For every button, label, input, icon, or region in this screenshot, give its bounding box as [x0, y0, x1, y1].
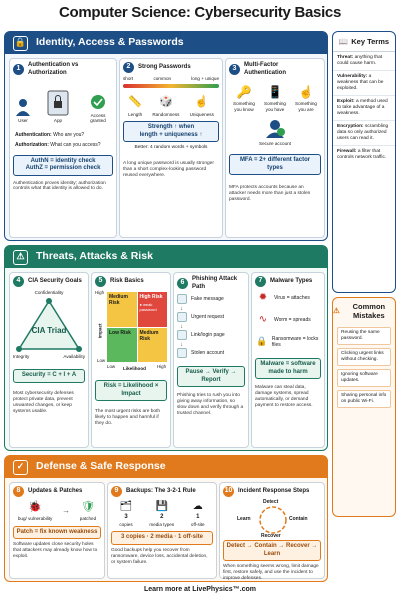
- bug-icon: 🐞: [28, 501, 42, 514]
- card-mfa: [225, 58, 325, 238]
- scale-common: common: [153, 76, 172, 81]
- scale-long: long + unique: [191, 76, 219, 81]
- cia-center-text: CIA Triad: [31, 325, 67, 335]
- card-number: 1: [13, 64, 24, 75]
- card-cia: [9, 272, 89, 448]
- summary-box: Patch = fix known weakness: [13, 526, 101, 540]
- padlock-icon: 🔒: [256, 336, 268, 347]
- icon-label: Uniqueness: [189, 111, 214, 117]
- page-title: Computer Science: Cybersecurity Basics: [58, 4, 342, 21]
- card-description: Phishing tries to rush you into giving away information, so slow down and verify through a trusted channel.: [177, 393, 244, 416]
- key-icon: 🔑: [236, 84, 252, 99]
- card-number: 4: [13, 276, 24, 287]
- term-item: [333, 121, 395, 146]
- mistake-item: Ignoring software updates.: [337, 369, 391, 387]
- term-item: [333, 52, 395, 71]
- risk-cell-label: High Risk: [139, 294, 163, 300]
- cycle-step: Recover: [261, 533, 281, 539]
- mistake-item: Sharing personal info on public Wi-Fi.: [337, 390, 391, 408]
- key-terms-title: Key Terms: [351, 36, 390, 46]
- term-def: anything that could cause harm.: [337, 55, 383, 66]
- drive-icon: 💾: [155, 500, 168, 512]
- term-def: a filter that controls network traffic.: [337, 148, 387, 160]
- box-line: length + uniqueness ↑: [139, 131, 203, 138]
- cycle-step: Learn: [237, 516, 251, 522]
- term-def: a weakness that can be exploited.: [337, 73, 384, 91]
- term-item: [333, 71, 395, 96]
- step-label: Link/login page: [191, 331, 225, 338]
- app-label: App: [53, 118, 63, 124]
- dice-icon: 🎲: [159, 95, 173, 108]
- box-line: Strength ↑ when: [147, 124, 195, 131]
- account-icon: [177, 348, 187, 358]
- warning-icon: ⚠: [333, 306, 340, 316]
- down-arrow-icon: ↓: [180, 324, 183, 330]
- weak-password-label: weak password: [139, 302, 157, 313]
- card-number: 10: [223, 486, 234, 497]
- section-title: Defense & Safe Response: [36, 460, 166, 473]
- card-title: Phishing Attack Path: [192, 276, 238, 290]
- card-number: 3: [229, 64, 240, 75]
- granted-label: Access granted: [90, 112, 106, 124]
- check-icon: [90, 94, 106, 110]
- card-backups: [107, 482, 217, 579]
- card-number: 5: [95, 276, 106, 287]
- user-icon: [15, 98, 31, 116]
- card-title: Malware Types: [270, 277, 313, 284]
- scale-short: short: [123, 76, 134, 81]
- card-number: 2: [123, 62, 134, 73]
- impact-axis-label: Impact: [97, 323, 103, 339]
- backup-label: media types: [149, 521, 175, 527]
- term-name: Firewall:: [337, 148, 357, 154]
- card-number: 9: [111, 486, 122, 497]
- patched-label: patched: [79, 516, 97, 521]
- box-line: AuthN = identity check: [30, 157, 96, 164]
- term-item: [333, 96, 395, 121]
- link-icon: [177, 330, 187, 340]
- card-authn-authz: [9, 58, 117, 238]
- box-line: Malware = software: [260, 361, 316, 367]
- cycle-step: Contain: [289, 516, 308, 522]
- card-number: 6: [177, 278, 188, 289]
- cycle-step: Detect: [263, 499, 279, 505]
- backup-number: 2: [160, 514, 164, 520]
- flow-step: [177, 330, 225, 340]
- down-arrow-icon: ↓: [180, 306, 183, 312]
- card-title: Strong Passwords: [138, 63, 191, 70]
- section-identity: [4, 31, 328, 241]
- factor-label: Something you have: [264, 101, 286, 112]
- backup-label: copies: [119, 521, 133, 527]
- term-name: Encryption:: [337, 123, 364, 129]
- card-description: The most urgent risks are both likely to happen and harmful if they do.: [95, 409, 161, 426]
- shield-check-icon: ✓: [13, 460, 28, 475]
- mistakes-header: [333, 298, 395, 324]
- summary-box: MFA = 2+ different factor types: [229, 154, 321, 175]
- likelihood-high: High: [157, 364, 167, 369]
- integrity-label: Integrity: [13, 353, 30, 359]
- worm-icon: ∿: [258, 313, 268, 325]
- malware-type: Worm = spreads: [274, 316, 311, 323]
- authn-q-text: Who are you?: [53, 132, 85, 138]
- card-title: Multi-Factor Authentication: [244, 62, 286, 76]
- fingerprint-icon: ☝: [194, 95, 209, 108]
- authz-q-label: Authorization:: [15, 142, 49, 149]
- card-title: Updates & Patches: [28, 487, 83, 494]
- user-label: User: [18, 118, 28, 124]
- app-lock-icon: [47, 90, 69, 116]
- backup-label: off-site: [190, 521, 205, 527]
- factor-label: Something you know: [233, 101, 255, 112]
- card-description: MFA protects accounts because an attacker needs more than just a stolen password.: [229, 185, 311, 203]
- virus-icon: ✹: [258, 291, 268, 303]
- malware-type: Ransomware = locks files: [271, 335, 319, 348]
- confidentiality-label: Confidentiality: [34, 290, 64, 295]
- card-number: 7: [255, 276, 266, 287]
- section-title: Identity, Access & Passwords: [36, 36, 184, 49]
- section-defense: [4, 455, 328, 582]
- footer-link[interactable]: Learn more at LivePhysics™.com: [143, 586, 257, 593]
- risk-matrix: [107, 292, 167, 362]
- impact-high: High: [95, 290, 105, 295]
- card-number: 8: [13, 486, 24, 497]
- term-def: scrambling data so only authorized users can read it.: [337, 123, 389, 141]
- mistake-item: Reusing the same password.: [337, 327, 391, 345]
- term-def: a method used to take advantage of a weakness.: [337, 98, 388, 116]
- likelihood-low: Low: [107, 364, 116, 369]
- summary-box: Detect → Contain → Recover → Learn: [223, 540, 321, 561]
- card-title: Authentication vs Authorization: [28, 62, 79, 76]
- summary-box: 3 copies · 2 media · 1 off-site: [111, 531, 213, 545]
- section-threats: [4, 245, 328, 451]
- key-terms-panel: [332, 31, 396, 293]
- copies-icon: 🗂: [119, 500, 133, 512]
- step-label: Urgent request: [191, 313, 225, 320]
- risk-cell-high: High Risk ● weak password: [138, 292, 168, 327]
- factor-label: Something you are: [295, 101, 317, 112]
- mistake-item: Clicking urgent links without checking.: [337, 348, 391, 366]
- risk-cell: Medium Risk: [138, 328, 168, 363]
- availability-label: Availability: [63, 353, 85, 359]
- secure-account-icon: [264, 118, 286, 138]
- shield-icon: 🛡: [80, 501, 95, 514]
- summary-box: Risk = Likelihood × Impact: [95, 380, 167, 401]
- book-icon: 📖: [338, 36, 349, 46]
- risk-cell: Low Risk: [107, 328, 137, 363]
- warning-icon: ⚠: [13, 250, 28, 265]
- response-cycle: [223, 500, 321, 540]
- phishing-flow: [177, 294, 245, 360]
- box-line: made to harm: [268, 368, 308, 375]
- card-description: Good backups help you recover from ransomware, device loss, accidental deletion, or system failure.: [111, 547, 208, 565]
- card-malware: [251, 272, 325, 448]
- step-label: Stolen account: [191, 349, 225, 356]
- card-description: Malware can steal data, damage systems, spread automatically, or demand payment to restore access.: [255, 385, 313, 408]
- fingerprint-icon: ☝: [298, 84, 314, 99]
- cia-triangle: [13, 297, 85, 353]
- term-name: Threat:: [337, 55, 354, 60]
- summary-box: [123, 121, 219, 142]
- card-title: CIA Security Goals: [28, 277, 82, 284]
- authn-q-label: Authentication:: [15, 132, 52, 138]
- phone-icon: 📱: [267, 84, 283, 99]
- card-title: Risk Basics: [110, 277, 144, 284]
- term-item: [333, 146, 395, 164]
- authz-q-text: What can you access?: [50, 142, 101, 149]
- lock-icon: 🔒: [13, 36, 28, 51]
- envelope-icon: [177, 294, 187, 304]
- card-risk: [91, 272, 171, 448]
- flow-step: [177, 312, 224, 322]
- section-header: [5, 246, 327, 268]
- section-header: [5, 456, 327, 478]
- section-header: [5, 32, 327, 54]
- better-tip: Better: 4 random words + symbols: [134, 145, 208, 151]
- card-incident-response: [219, 482, 325, 579]
- card-strong-passwords: [119, 58, 223, 238]
- impact-low: Low: [97, 358, 106, 363]
- bug-label: bug/ vulnerability: [17, 516, 53, 521]
- right-arrow-icon: →: [62, 505, 71, 515]
- icon-label: Length: [128, 111, 143, 117]
- summary-box: Security = C + I + A: [13, 369, 85, 383]
- common-mistakes-panel: [332, 297, 396, 517]
- card-phishing: [173, 272, 249, 448]
- malware-type: Virus = attaches: [274, 294, 310, 301]
- ruler-icon: 📏: [128, 95, 142, 108]
- icon-label: Randomness: [152, 111, 180, 117]
- flow-step: [177, 294, 224, 304]
- backup-number: 3: [124, 514, 128, 520]
- key-terms-header: [333, 32, 395, 52]
- risk-cell: Medium Risk: [107, 292, 137, 327]
- card-title: Backups: The 3-2-1 Rule: [126, 487, 196, 494]
- card-description: When something seems wrong, limit damage first, restore safely, and use the incident to improve defenses.: [223, 564, 319, 581]
- mistakes-title: Common Mistakes: [352, 301, 386, 320]
- card-description: Software updates close security holes that attackers may already know how to exploit.: [13, 542, 98, 560]
- alert-icon: [177, 312, 187, 322]
- likelihood-axis-label: Likelihood: [123, 366, 146, 371]
- strength-bar: [123, 84, 219, 88]
- section-title: Threats, Attacks & Risk: [36, 250, 153, 263]
- term-name: Exploit:: [337, 98, 355, 104]
- step-label: Fake message: [191, 295, 224, 302]
- card-description: Most cybersecurity defenses protect private data, prevent unwanted changes, or keep systems usable.: [13, 390, 74, 414]
- summary-box: [13, 155, 113, 176]
- backup-number: 1: [196, 514, 200, 520]
- flow-step: [177, 348, 224, 358]
- card-description: A long unique password is usually stronger than a short complex-looking password reused everywhere.: [123, 161, 214, 179]
- card-title: Incident Response Steps: [238, 487, 310, 494]
- secure-label: Secure account: [259, 140, 291, 146]
- cloud-icon: ☁: [192, 500, 203, 512]
- summary-box: [255, 358, 321, 379]
- summary-box: Pause → Verify → Report: [177, 366, 245, 387]
- down-arrow-icon: ↓: [180, 342, 183, 348]
- card-updates: [9, 482, 105, 579]
- term-name: Vulnerability:: [337, 73, 368, 79]
- box-line: AuthZ = permission check: [25, 165, 101, 171]
- card-description: Authentication proves identity; authorization controls what that identity is allowed to do.: [13, 180, 106, 192]
